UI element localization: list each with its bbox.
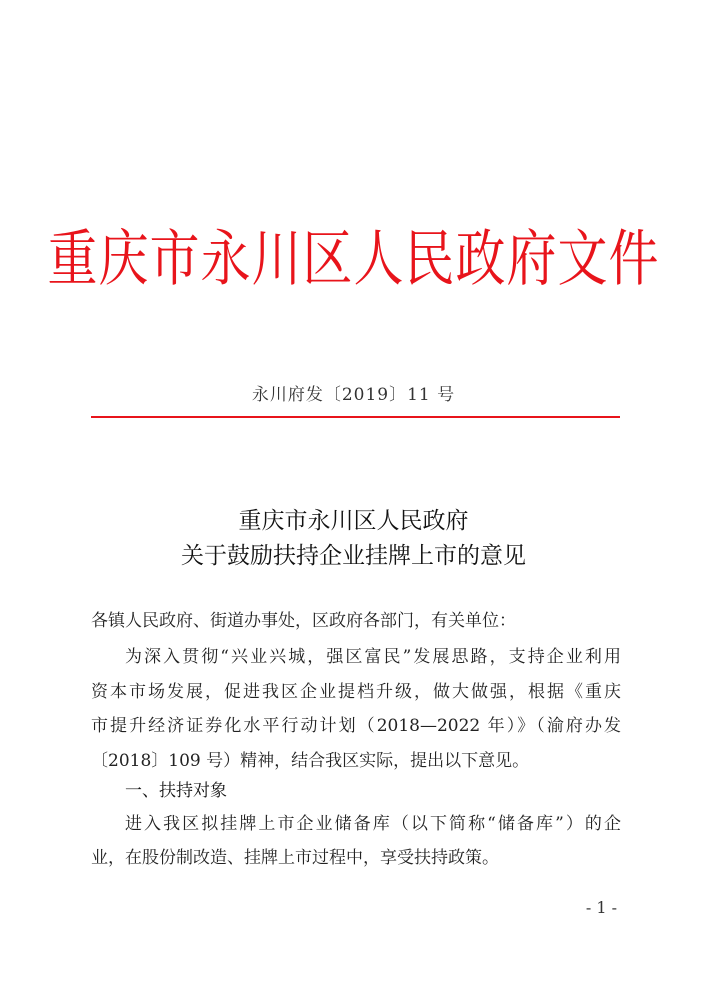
section-1-heading: 一、扶持对象: [125, 781, 227, 801]
paragraph-1-line-2: 资本市场发展，促进我区企业提档升级，做大做强，根据《重庆: [91, 682, 621, 702]
red-divider: [91, 416, 620, 418]
paragraph-2-line-2: 业，在股份制改造、挂牌上市过程中，享受扶持政策。: [91, 848, 499, 868]
paragraph-1-line-4: 〔2018〕109 号）精神，结合我区实际，提出以下意见。: [91, 751, 530, 771]
document-title-line-1: 重庆市永川区人民政府: [238, 508, 469, 534]
document-title-line-2: 关于鼓励扶持企业挂牌上市的意见: [181, 543, 526, 569]
paragraph-1-line-1: 为深入贯彻“兴业兴城，强区富民”发展思路，支持企业利用: [125, 647, 621, 667]
salutation: 各镇人民政府、街道办事处，区政府各部门，有关单位：: [91, 611, 516, 631]
paragraph-1-line-3: 市提升经济证券化水平行动计划（2018—2022 年）》（渝府办发: [91, 716, 621, 736]
paragraph-2-line-1: 进入我区拟挂牌上市企业储备库（以下简称“储备库”）的企: [125, 814, 621, 834]
page-number: - 1 -: [585, 898, 617, 917]
masthead: 重庆市永川区人民政府文件: [47, 223, 660, 295]
document-number: 永川府发〔2019〕11 号: [251, 385, 456, 405]
